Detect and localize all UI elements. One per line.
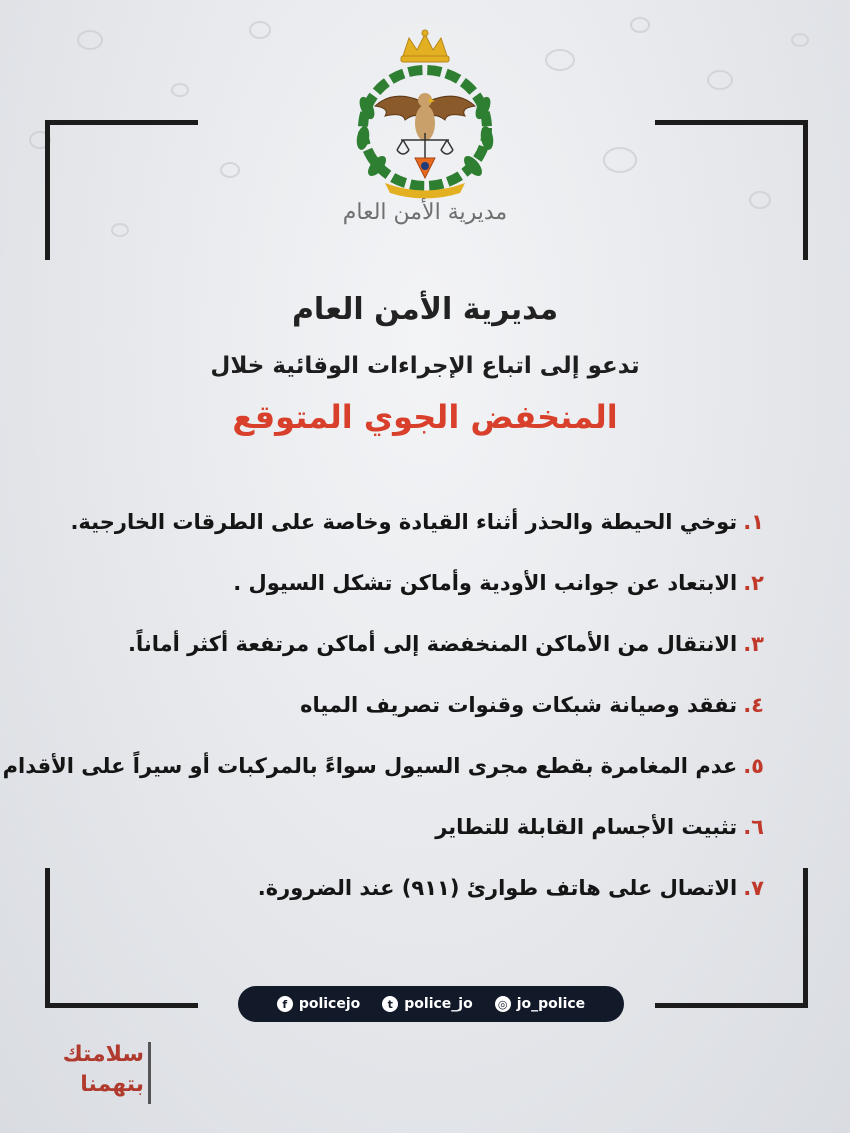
item-number: ٦. bbox=[743, 815, 764, 839]
item-text: تفقد وصيانة شبكات وقنوات تصريف المياه bbox=[300, 693, 738, 717]
list-item bbox=[64, 683, 764, 744]
list-item bbox=[64, 866, 764, 927]
public-security-emblem-icon bbox=[345, 28, 505, 203]
social-handle: jo_police bbox=[516, 996, 586, 1012]
item-number: ٣. bbox=[743, 632, 764, 656]
highlight-title: المنخفض الجوي المتوقع bbox=[232, 398, 618, 436]
slogan-line-2: بتهمنا bbox=[80, 1072, 144, 1097]
twitter-icon: t bbox=[382, 996, 398, 1012]
page-title: مديرية الأمن العام bbox=[291, 292, 559, 327]
social-links-bar bbox=[238, 986, 624, 1022]
item-number: ٢. bbox=[743, 571, 764, 595]
item-number: ٧. bbox=[743, 876, 764, 900]
social-handle: policejo bbox=[298, 996, 361, 1012]
instagram-icon: ◎ bbox=[495, 996, 511, 1012]
list-item bbox=[64, 622, 764, 683]
list-item bbox=[2, 744, 764, 805]
slogan bbox=[28, 1042, 158, 1104]
social-handle: police_jo bbox=[404, 996, 473, 1012]
item-text: الاتصال على هاتف طوارئ (٩١١) عند الضرورة. bbox=[257, 876, 738, 900]
social-link-twitter[interactable] bbox=[382, 996, 472, 1012]
item-number: ٤. bbox=[743, 693, 764, 717]
facebook-icon: f bbox=[277, 996, 293, 1012]
item-text: توخي الحيطة والحذر أثناء القيادة وخاصة على الطرقات الخارجية. bbox=[70, 510, 738, 534]
emblem-caption: مديرية الأمن العام bbox=[342, 200, 508, 225]
slogan-divider bbox=[148, 1042, 151, 1104]
instructions-list bbox=[2, 500, 764, 927]
slogan-line-1: سلامتك bbox=[62, 1042, 144, 1067]
item-text: عدم المغامرة بقطع مجرى السيول سواءً بالمركبات أو سيراً على الأقدام bbox=[2, 754, 738, 778]
list-item bbox=[64, 805, 764, 866]
social-link-facebook[interactable] bbox=[277, 996, 360, 1012]
page-subtitle: تدعو إلى اتباع الإجراءات الوقائية خلال bbox=[210, 353, 640, 379]
frame-corner-top-right bbox=[655, 120, 808, 260]
item-text: تثبيت الأجسام القابلة للتطاير bbox=[435, 815, 738, 839]
item-text: الانتقال من الأماكن المنخفضة إلى أماكن مرتفعة أكثر أماناً. bbox=[127, 632, 738, 656]
item-number: ١. bbox=[743, 510, 764, 534]
social-link-instagram[interactable] bbox=[495, 996, 585, 1012]
item-number: ٥. bbox=[743, 754, 764, 778]
list-item bbox=[64, 500, 764, 561]
item-text: الابتعاد عن جوانب الأودية وأماكن تشكل السيول . bbox=[233, 571, 738, 595]
list-item bbox=[64, 561, 764, 622]
frame-corner-top-left bbox=[45, 120, 198, 260]
